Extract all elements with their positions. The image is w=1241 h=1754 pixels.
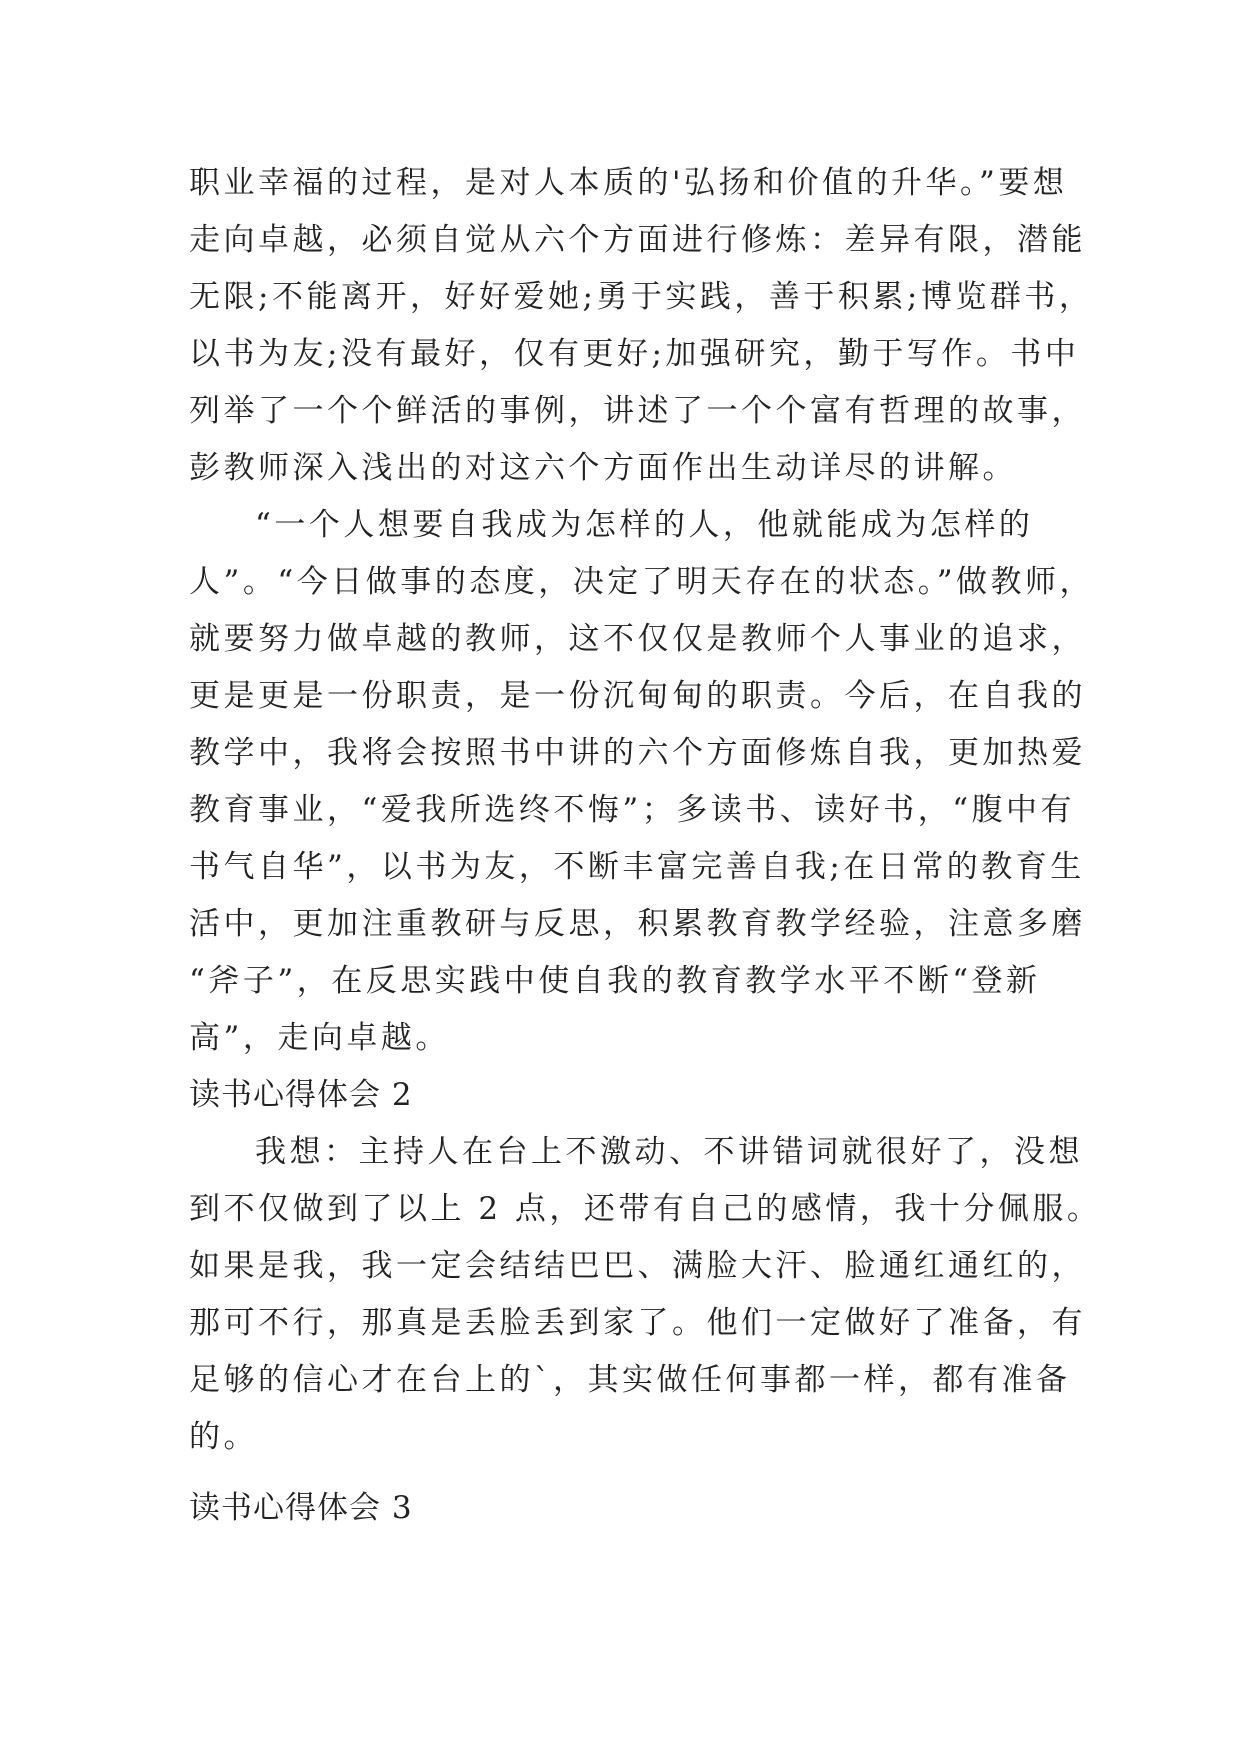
text-line: 那可不行，那真是丢脸丢到家了。他们一定做好了准备，有 <box>189 1305 1086 1341</box>
paragraph-2 <box>189 497 1095 1067</box>
text-line: 足够的信心才在台上的`，其实做任何事都一样，都有准备 <box>189 1362 1071 1398</box>
text-line: 彭教师深入浅出的对这六个方面作出生动详尽的讲解。 <box>189 450 1017 486</box>
paragraph-3 <box>189 1124 1102 1466</box>
text-line: “一个人想要自我成为怎样的人，他就能成为怎样的 <box>255 507 1034 543</box>
text-line: 列举了一个个鲜活的事例，讲述了一个个富有哲理的故事， <box>189 393 1086 429</box>
text-line: 人”。“今日做事的态度，决定了明天存在的状态。”做教师， <box>189 564 1095 600</box>
section-heading-3: 读书心得体会 3 <box>189 1490 413 1526</box>
text-line: 无限;不能离开，好好爱她;勇于实践，善于积累;博览群书， <box>189 279 1094 315</box>
document-body <box>189 155 1102 1537</box>
text-line: 我想：主持人在台上不激动、不讲错词就很好了，没想 <box>255 1134 1083 1170</box>
text-line: 走向卓越，必须自觉从六个方面进行修炼：差异有限，潜能 <box>189 222 1086 258</box>
text-line: “斧子”，在反思实践中使自我的教育教学水平不断“登新 <box>189 963 1041 999</box>
text-line: 就要努力做卓越的教师，这不仅仅是教师个人事业的追求， <box>189 621 1086 657</box>
text-line: 到不仅做到了以上 2 点，还带有自己的感情，我十分佩服。 <box>189 1191 1102 1227</box>
text-line: 教育事业，“爱我所选终不悔”；多读书、读好书，“腹中有 <box>189 792 1076 828</box>
text-line: 职业幸福的过程，是对人本质的'弘扬和价值的升华。”要想 <box>189 165 1068 201</box>
text-line: 活中，更加注重教研与反思，积累教育教学经验，注意多磨 <box>189 906 1086 942</box>
text-line: 以书为友;没有最好，仅有更好;加强研究，勤于写作。书中 <box>189 336 1080 372</box>
text-line: 的。 <box>189 1419 258 1455</box>
text-line: 书气自华”，以书为友，不断丰富完善自我;在日常的教育生 <box>189 849 1085 885</box>
section-heading-2: 读书心得体会 2 <box>189 1077 413 1113</box>
text-line: 如果是我，我一定会结结巴巴、满脸大汗、脸通红通红的， <box>189 1248 1086 1284</box>
paragraph-1 <box>189 155 1094 497</box>
text-line: 教学中，我将会按照书中讲的六个方面修炼自我，更加热爱 <box>189 735 1086 771</box>
text-line: 更是更是一份职责，是一份沉甸甸的职责。今后，在自我的 <box>189 678 1086 714</box>
text-line: 高”，走向卓越。 <box>189 1020 450 1056</box>
